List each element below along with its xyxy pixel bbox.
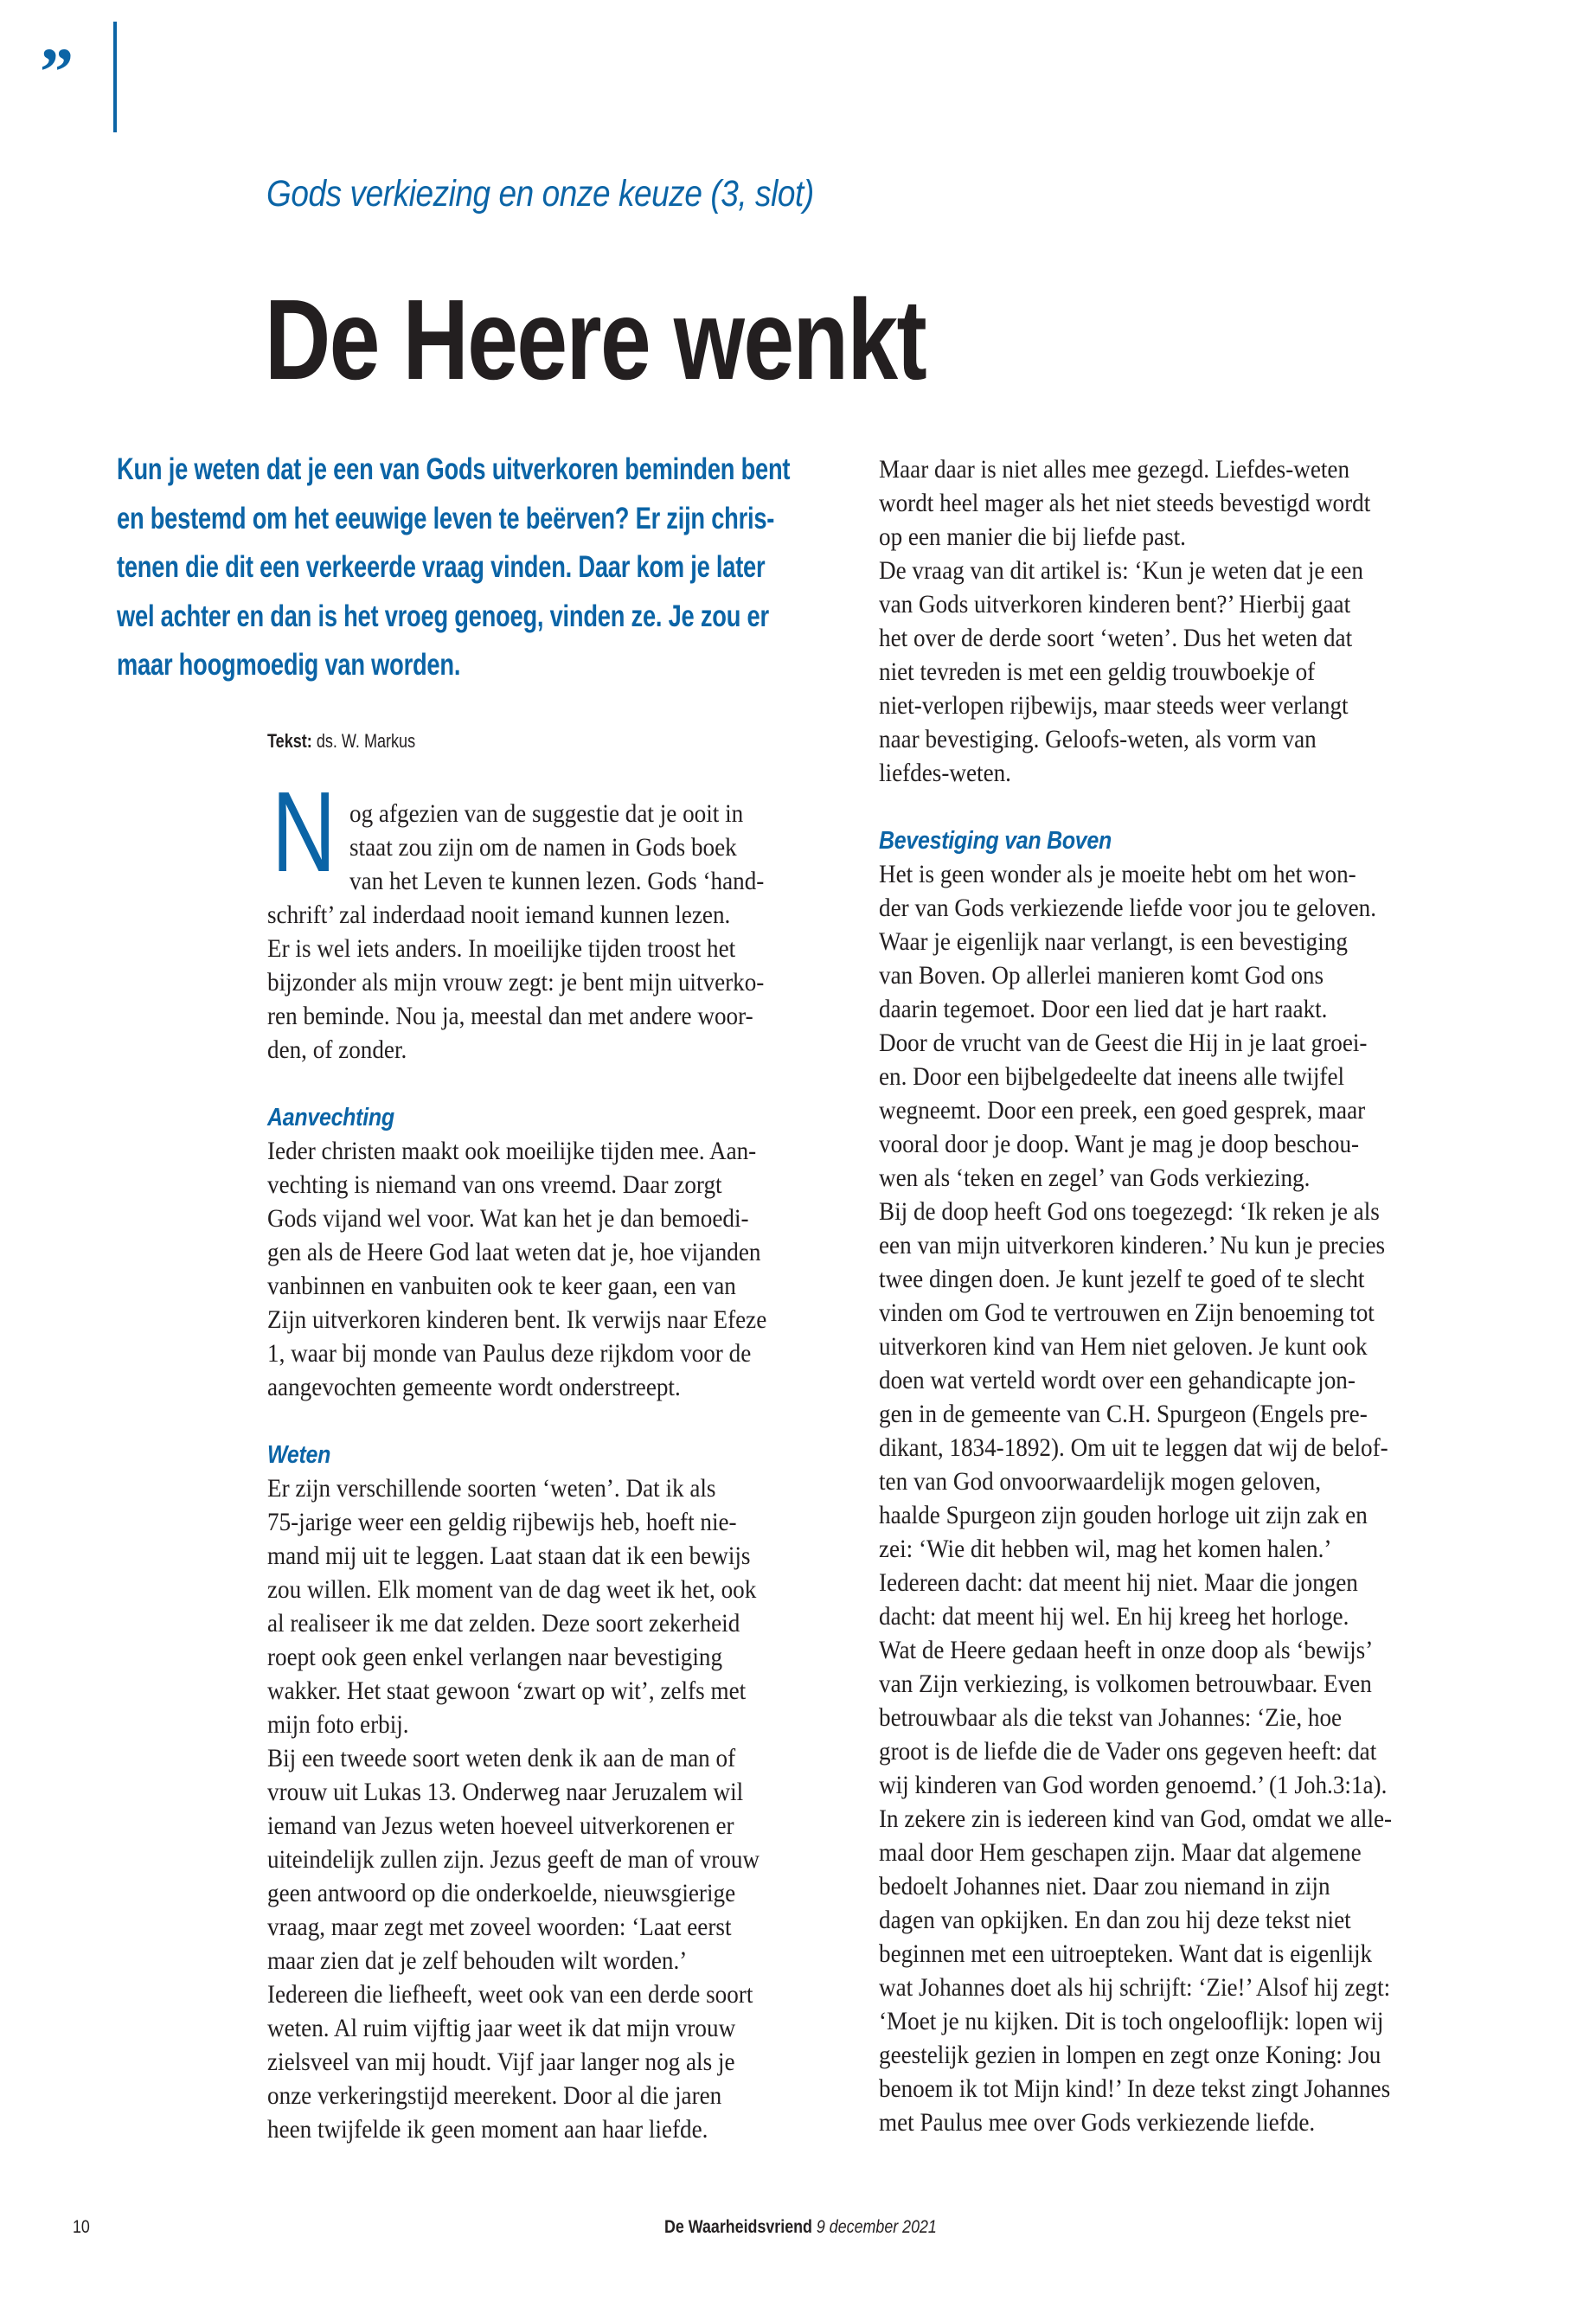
body-line: vraag, maar zegt met zoveel woorden: ‘Laat eerst: [267, 1913, 732, 1941]
body-line: zielsveel van mij houdt. Vijf jaar langer nog als je: [267, 2048, 735, 2076]
body-line: Iedereen dacht: dat meent hij niet. Maar die jongen: [879, 1569, 1358, 1597]
body-line: Door de vrucht van de Geest die Hij in je laat groei-: [879, 1029, 1368, 1057]
body-line: van Zijn verkiezing, is volkomen betrouwbaar. Even: [879, 1670, 1372, 1698]
paragraph-gap: [267, 1067, 864, 1101]
body-line: daarin tegemoet. Door een lied dat je hart raakt.: [879, 996, 1328, 1023]
publication-date: 9 december 2021: [816, 2217, 937, 2237]
body-line: doen wat verteld wordt over een gehandicapte jon-: [879, 1367, 1356, 1394]
body-line: met Paulus mee over Gods verkiezende liefde.: [879, 2109, 1316, 2137]
body-line: Waar je eigenlijk naar verlangt, is een bevestiging: [879, 928, 1348, 956]
left-column: [267, 798, 864, 2147]
body-line: Er is wel iets anders. In moeilijke tijden troost het: [267, 935, 736, 963]
body-line: uiteindelijk zullen zijn. Jezus geeft de man of vrouw: [267, 1846, 760, 1874]
intro-line: maar hoogmoedig van worden.: [117, 648, 461, 683]
body-line: al realiseer ik me dat zelden. Deze soort zekerheid: [267, 1610, 740, 1638]
body-line: Gods vijand wel voor. Wat kan het je dan bemoedi-: [267, 1205, 749, 1233]
byline-author: ds. W. Markus: [316, 730, 416, 752]
body-line: wegneemt. Door een preek, een goed gesprek, maar: [879, 1097, 1366, 1125]
body-line: het over de derde soort ‘weten’. Dus het weten dat: [879, 625, 1353, 652]
body-line: zei: ‘Wie dit hebben wil, mag het komen halen.’: [879, 1535, 1332, 1563]
body-line: 75-jarige weer een geldig rijbewijs heb, hoeft nie-: [267, 1509, 737, 1536]
body-line: wakker. Het staat gewoon ‘zwart op wit’, zelfs met: [267, 1677, 747, 1705]
drop-cap: N: [272, 768, 337, 895]
intro-line: en bestemd om het eeuwige leven te beërven? Er zijn chris-: [117, 501, 775, 535]
body-line: mijn foto erbij.: [267, 1711, 409, 1739]
body-line: onze verkeringstijd meerekent. Door al die jaren: [267, 2082, 722, 2110]
body-line: vinden om God te vertrouwen en Zijn benoeming tot: [879, 1299, 1375, 1327]
intro-line: tenen die dit een verkeerde vraag vinden. Daar kom je later: [117, 550, 766, 585]
body-line: schrift’ zal inderdaad nooit iemand kunnen lezen.: [267, 901, 731, 929]
body-line: Bij een tweede soort weten denk ik aan de man of: [267, 1745, 736, 1772]
intro-line: wel achter en dan is het vroeg genoeg, vinden ze. Je zou er: [117, 599, 769, 633]
body-line: van Boven. Op allerlei manieren komt God ons: [879, 962, 1324, 990]
body-line: en. Door een bijbelgedeelte dat ineens alle twijfel: [879, 1063, 1345, 1091]
article-intro: [117, 445, 859, 690]
body-line: De vraag van dit artikel is: ‘Kun je weten dat je een: [879, 557, 1363, 585]
body-line: Iedereen die liefheeft, weet ook van een derde soort: [267, 1981, 753, 2009]
body-line: benoem ik tot Mijn kind!’ In deze tekst zingt Johannes: [879, 2075, 1391, 2103]
body-line: staat zou zijn om de namen in Gods boek: [349, 834, 737, 862]
intro-line: Kun je weten dat je een van Gods uitverkoren beminden bent: [117, 452, 791, 486]
body-line: Maar daar is niet alles mee gezegd. Liefdes-weten: [879, 456, 1350, 484]
body-line: van Gods uitverkoren kinderen bent?’ Hierbij gaat: [879, 591, 1351, 619]
body-line: aangevochten gemeente wordt onderstreept.: [267, 1374, 681, 1401]
body-line: der van Gods verkiezende liefde voor jou te geloven.: [879, 894, 1377, 922]
subheading-weten: Weten: [267, 1441, 331, 1469]
body-line: Zijn uitverkoren kinderen bent. Ik verwijs naar Efeze: [267, 1306, 767, 1334]
body-line: zou willen. Elk moment van de dag weet ik het, ook: [267, 1576, 757, 1604]
section-rule: [113, 22, 117, 132]
body-line: 1, waar bij monde van Paulus deze rijkdom voor de: [267, 1340, 752, 1368]
publication-footer: [664, 2217, 937, 2238]
page-number: 10: [73, 2217, 90, 2237]
body-line: weten. Al ruim vijftig jaar weet ik dat mijn vrouw: [267, 2015, 736, 2042]
body-line: den, of zonder.: [267, 1036, 407, 1064]
body-line: gen in de gemeente van C.H. Spurgeon (Engels pre-: [879, 1400, 1368, 1428]
body-line: dacht: dat meent hij wel. En hij kreeg het horloge.: [879, 1603, 1349, 1631]
body-line: van het Leven te kunnen lezen. Gods ‘hand-: [349, 868, 765, 895]
body-line: wordt heel mager als het niet steeds bevestigd wordt: [879, 490, 1371, 517]
body-line: og afgezien van de suggestie dat je ooit in: [349, 800, 744, 828]
paragraph-gap: [267, 1405, 864, 1439]
article-title: De Heere wenkt: [265, 276, 926, 403]
body-line: bedoelt Johannes niet. Daar zou niemand in zijn: [879, 1873, 1330, 1900]
body-line: uitverkoren kind van Hem niet geloven. Je kunt ook: [879, 1333, 1368, 1361]
body-line: wat Johannes doet als hij schrijft: ‘Zie!’ Alsof hij zegt:: [879, 1974, 1391, 2002]
body-line: Er zijn verschillende soorten ‘weten’. Dat ik als: [267, 1475, 716, 1503]
body-line: vooral door je doop. Want je mag je doop beschou-: [879, 1131, 1360, 1158]
body-line: naar bevestiging. Geloofs-weten, als vorm van: [879, 726, 1317, 753]
body-line: Bij de doop heeft God ons toegezegd: ‘Ik reken je als: [879, 1198, 1380, 1226]
body-line: liefdes-weten.: [879, 760, 1011, 787]
publication-name: De Waarheidsvriend: [664, 2217, 812, 2237]
body-line: een van mijn uitverkoren kinderen.’ Nu kun je precies: [879, 1232, 1386, 1259]
body-line: ren beminde. Nou ja, meestal dan met andere woor-: [267, 1003, 753, 1030]
body-line: wij kinderen van God worden genoemd.’ (1 Joh.3:1a).: [879, 1772, 1388, 1799]
subheading-bevestiging-van-boven: Bevestiging van Boven: [879, 827, 1112, 855]
body-line: op een manier die bij liefde past.: [879, 523, 1186, 551]
body-line: vrouw uit Lukas 13. Onderweg naar Jeruzalem wil: [267, 1779, 744, 1806]
byline-label: Tekst:: [267, 730, 312, 752]
body-line: Het is geen wonder als je moeite hebt om het won-: [879, 861, 1356, 888]
body-line: betrouwbaar als die tekst van Johannes: ‘Zie, hoe: [879, 1704, 1343, 1732]
body-line: dagen van opkijken. En dan zou hij deze tekst niet: [879, 1907, 1351, 1934]
quote-icon: ”: [40, 34, 74, 109]
body-line: maar zien dat je zelf behouden wilt worden.’: [267, 1947, 688, 1975]
byline: [267, 729, 415, 753]
right-column: [879, 453, 1484, 2140]
dropcap-paragraph: [267, 798, 864, 899]
body-line: iemand van Jezus weten hoeveel uitverkorenen er: [267, 1812, 734, 1840]
paragraph-gap: [879, 791, 1484, 824]
body-line: maal door Hem geschapen zijn. Maar dat algemene: [879, 1839, 1362, 1867]
body-line: niet tevreden is met een geldig trouwboekje of: [879, 658, 1316, 686]
body-line: geestelijk gezien in lompen en zegt onze Koning: Jou: [879, 2041, 1381, 2069]
body-line: ‘Moet je nu kijken. Dit is toch ongelooflijk: lopen wij: [879, 2008, 1384, 2035]
body-line: haalde Spurgeon zijn gouden horloge uit zijn zak en: [879, 1502, 1368, 1529]
body-line: dikant, 1834-1892). Om uit te leggen dat wij de belof-: [879, 1434, 1388, 1462]
body-line: twee dingen doen. Je kunt jezelf te goed of te slecht: [879, 1266, 1365, 1293]
body-line: heen twijfelde ik geen moment aan haar liefde.: [267, 2116, 708, 2144]
body-line: vechting is niemand van ons vreemd. Daar zorgt: [267, 1171, 722, 1199]
body-line: roept ook geen enkel verlangen naar bevestiging: [267, 1644, 723, 1671]
article-series-kicker: Gods verkiezing en onze keuze (3, slot): [266, 173, 814, 215]
body-line: Ieder christen maakt ook moeilijke tijden mee. Aan-: [267, 1138, 757, 1165]
body-line: wen als ‘teken en zegel’ van Gods verkiezing.: [879, 1164, 1311, 1192]
body-line: beginnen met een uitroepteken. Want dat is eigenlijk: [879, 1940, 1373, 1968]
body-line: bijzonder als mijn vrouw zegt: je bent mijn uitverko-: [267, 969, 765, 997]
body-line: mand mij uit te leggen. Laat staan dat ik een bewijs: [267, 1542, 751, 1570]
body-line: In zekere zin is iedereen kind van God, omdat we alle-: [879, 1805, 1393, 1833]
body-line: geen antwoord op die onderkoelde, nieuwsgierige: [267, 1880, 736, 1907]
body-line: ten van God onvoorwaardelijk mogen geloven,: [879, 1468, 1322, 1496]
body-line: vanbinnen en vanbuiten ook te keer gaan, een van: [267, 1272, 736, 1300]
subheading-aanvechting: Aanvechting: [267, 1104, 394, 1131]
body-line: gen als de Heere God laat weten dat je, hoe vijanden: [267, 1239, 761, 1266]
body-line: groot is de liefde die de Vader ons gegeven heeft: dat: [879, 1738, 1377, 1766]
body-line: niet-verlopen rijbewijs, maar steeds weer verlangt: [879, 692, 1349, 720]
body-line: Wat de Heere gedaan heeft in onze doop als ‘bewijs’: [879, 1637, 1374, 1664]
